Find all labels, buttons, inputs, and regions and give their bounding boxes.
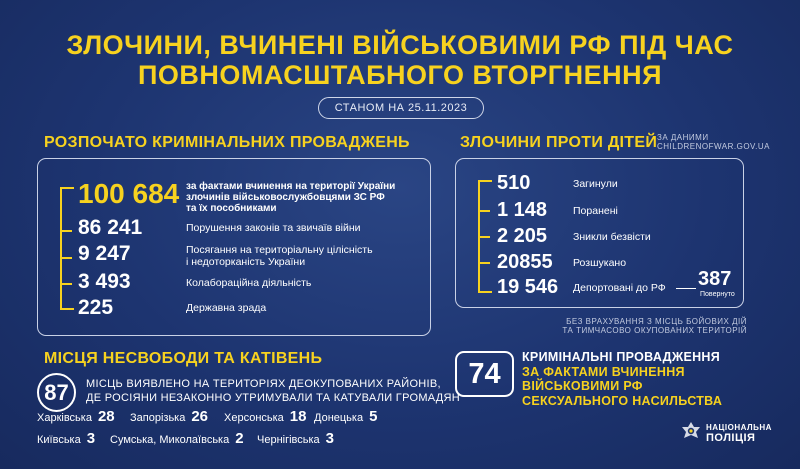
total-cases-desc-line1: за фактами вчинення на території України <box>186 181 396 192</box>
children-missing-label: Зникли безвісти <box>573 231 651 243</box>
case-desc-war-laws: Порушення законів та звичаїв війни <box>186 222 361 234</box>
region-kherson <box>224 408 306 425</box>
region-value: 28 <box>97 408 115 425</box>
criminal-cases-bracket <box>60 187 74 310</box>
region-name: Херсонська <box>224 412 284 424</box>
police-logo-icon <box>680 421 702 445</box>
region-value: 3 <box>325 430 335 447</box>
case-value-war-laws: 86 241 <box>78 216 143 239</box>
region-sumy-mykolaiv <box>110 430 244 447</box>
children-heading: ЗЛОЧИНИ ПРОТИ ДІТЕЙ <box>460 134 658 151</box>
children-killed-value: 510 <box>497 172 531 194</box>
case-desc-collaboration: Колабораційна діяльність <box>186 277 312 289</box>
case-desc-territorial-line2: і недоторканість України <box>186 256 306 268</box>
children-returned-value: 387 <box>698 268 732 290</box>
children-note-line2: ТА ТИМЧАСОВО ОКУПОВАНИХ ТЕРИТОРІЙ <box>562 326 747 335</box>
case-desc-territorial-line1: Посягання на територіальну цілісність <box>186 244 373 256</box>
region-value: 3 <box>86 430 96 447</box>
deported-dash <box>676 288 696 289</box>
total-cases-value: 100 684 <box>78 178 180 209</box>
region-name: Сумська, Миколаївська <box>110 434 230 446</box>
date-badge: СТАНОМ НА 25.11.2023 <box>318 97 484 119</box>
case-desc-territorial <box>186 244 373 268</box>
detention-heading: МІСЦЯ НЕСВОБОДИ ТА КАТІВЕНЬ <box>44 350 323 367</box>
detention-desc <box>86 377 460 405</box>
region-kyiv <box>37 430 95 447</box>
total-cases-desc-line3: та їх пособниками <box>186 203 277 214</box>
bracket-tick <box>480 210 490 212</box>
children-source-line2: CHILDRENOFWAR.GOV.UA <box>657 142 770 151</box>
detention-count: 87 <box>37 373 76 412</box>
bracket-tick <box>480 236 490 238</box>
region-zaporizhzhia <box>130 408 208 425</box>
total-cases-desc <box>186 181 395 214</box>
children-wounded-value: 1 148 <box>497 199 548 221</box>
case-desc-treason: Державна зрада <box>186 302 267 314</box>
region-chernihiv <box>257 430 334 447</box>
region-name: Донецька <box>314 412 364 424</box>
police-logo-line2: ПОЛІЦІЯ <box>706 432 756 444</box>
sexual-violence-line4: СЕКСУАЛЬНОГО НАСИЛЬСТВА <box>522 393 723 408</box>
region-name: Чернігівська <box>257 434 320 446</box>
criminal-cases-heading: РОЗПОЧАТО КРИМІНАЛЬНИХ ПРОВАДЖЕНЬ <box>44 134 410 151</box>
children-note-line1: БЕЗ ВРАХУВАННЯ З МІСЦЬ БОЙОВИХ ДІЙ <box>566 317 747 326</box>
children-returned-label: Повернуто <box>700 291 735 298</box>
region-value: 18 <box>289 408 307 425</box>
region-name: Харківська <box>37 412 92 424</box>
detention-desc-line2: ДЕ РОСІЯНИ НЕЗАКОННО УТРИМУВАЛИ ТА КАТУВАЛИ ГРОМАДЯН <box>86 392 461 404</box>
children-wounded-label: Поранені <box>573 205 618 217</box>
region-name: Запорізька <box>130 412 186 424</box>
bracket-tick <box>62 257 72 259</box>
sexual-violence-line3: ВІЙСЬКОВИМИ РФ <box>522 379 643 393</box>
children-source-line1: ЗА ДАНИМИ <box>657 133 709 142</box>
sexual-violence-count: 74 <box>455 351 514 397</box>
sexual-violence-line1: КРИМІНАЛЬНІ ПРОВАДЖЕННЯ <box>522 350 721 364</box>
region-donetsk <box>314 408 377 425</box>
region-name: Київська <box>37 434 81 446</box>
children-found-label: Розшукано <box>573 257 627 269</box>
region-value: 26 <box>191 408 209 425</box>
police-logo-text <box>706 423 772 443</box>
bracket-tick <box>62 283 72 285</box>
case-value-treason: 225 <box>78 296 114 319</box>
case-value-collaboration: 3 493 <box>78 270 131 293</box>
children-source <box>657 133 770 151</box>
region-value: 2 <box>235 430 244 447</box>
detention-desc-line1: МІСЦЬ ВИЯВЛЕНО НА ТЕРИТОРІЯХ ДЕОКУПОВАНИХ РАЙОНІВ, <box>86 378 441 390</box>
page-title-line1: ЗЛОЧИНИ, ВЧИНЕНІ ВІЙСЬКОВИМИ РФ ПІД ЧАС <box>66 30 734 60</box>
case-value-territorial: 9 247 <box>78 242 131 265</box>
bracket-tick <box>62 230 72 232</box>
page-title-line2: ПОВНОМАСШТАБНОГО ВТОРГНЕННЯ <box>137 60 663 90</box>
police-logo-line1: НАЦІОНАЛЬНА <box>706 423 772 432</box>
total-cases-desc-line2: злочинів військовослужбовцями ЗС РФ <box>186 192 385 203</box>
region-value: 5 <box>369 408 378 425</box>
children-deported-label: Депортовані до РФ <box>573 282 666 294</box>
children-found-value: 20855 <box>497 251 553 273</box>
children-killed-label: Загинули <box>573 178 618 190</box>
children-missing-value: 2 205 <box>497 225 548 247</box>
sexual-violence-line2: ЗА ФАКТАМИ ВЧИНЕННЯ <box>522 364 685 379</box>
bracket-tick <box>480 262 490 264</box>
children-deported-value: 19 546 <box>497 276 559 298</box>
region-kharkiv <box>37 408 115 425</box>
sexual-violence-desc <box>522 350 722 408</box>
children-note <box>545 317 747 335</box>
